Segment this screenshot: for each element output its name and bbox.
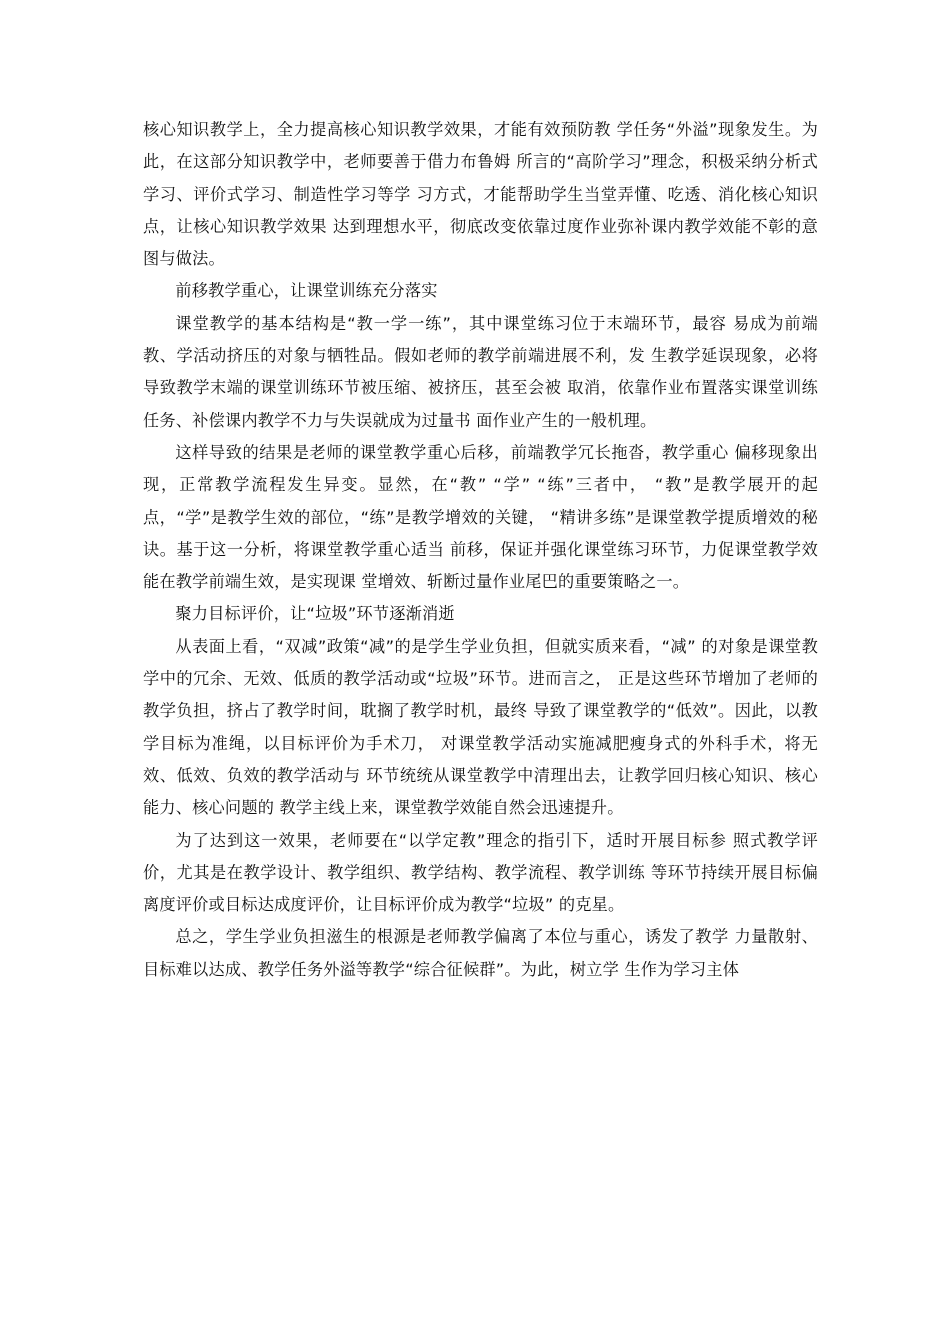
paragraph-focus-shift-result: 这样导致的结果是老师的课堂教学重心后移，前端教学冗长拖沓，教学重心 偏移现象出现，正常教学流程发生异变。显然，在“教” “学” “练”三者中， “教”是教学展开的起点，“学”是教学生效的部位，“练”是教学增效的关键， “精讲多练”是课堂教学提质增效的秘诀。基于这一分析，将课堂教学重心适当 前移，保证并强化课堂练习环节，力促课堂教学效能在教学前端生效，是实现课 堂增效、斩断过量作业尾巴的重要策略之一。 bbox=[143, 442, 818, 592]
paragraph-conclusion: 总之，学生学业负担滋生的根源是老师教学偏离了本位与重心，诱发了教学 力量散射、目标难以达成、教学任务外溢等教学“综合征候群”。为此，树立学 生作为学习主体 bbox=[143, 927, 818, 979]
paragraph-core-knowledge: 核心知识教学上，全力提高核心知识教学效果，才能有效预防教 学任务“外溢”现象发生。为此，在这部分知识教学中，老师要善于借力布鲁姆 所言的“高阶学习”理念，积极采纳分析式学习、评价式学习、制造性学习等学 习方式，才能帮助学生当堂弄懂、吃透、消化核心知识点，让核心知识教学效果 达到理想水平，彻底改变依靠过度作业弥补课内教学效能不彰的意图与做法。 bbox=[143, 120, 818, 269]
paragraph-achieve-effect: 为了达到这一效果，老师要在“以学定教”理念的指引下，适时开展目标参 照式教学评价，尤其是在教学设计、教学组织、教学结构、教学流程、教学训练 等环节持续开展目标偏离度评价或目标达成度评价，让目标评价成为教学“垃圾” 的克星。 bbox=[143, 830, 818, 915]
section-heading-target-evaluation: 聚力目标评价，让“垃圾”环节逐渐消逝 bbox=[175, 604, 455, 624]
paragraph-class-structure: 课堂教学的基本结构是“教一学一练”，其中课堂练习位于末端环节，最容 易成为前端教、学活动挤压的对象与牺牲品。假如老师的教学前端进展不利，发 生教学延误现象，必将导致教学末端的课堂训练环节被压缩、被挤压，甚至会被 取消，依靠作业布置落实课堂训练任务、补偿课内教学不力与失误就成为过量书 面作业产生的一般机理。 bbox=[143, 313, 818, 430]
paragraph-double-reduction: 从表面上看，“双减”政策“减”的是学生学业负担，但就实质来看，“减” 的对象是课堂教学中的冗余、无效、低质的教学活动或“垃圾”环节。进而言之， 正是这些环节增加了老师的教学负担，挤占了教学时间，耽搁了教学时机，最终 导致了课堂教学的“低效”。因此，以教学目标为准绳，以目标评价为手术刀， 对课堂教学活动实施减肥瘦身式的外科手术，将无效、低效、负效的教学活动与 环节统统从课堂教学中清理出去，让教学回归核心知识、核心能力、核心问题的 教学主线上来，课堂教学效能自然会迅速提升。 bbox=[143, 636, 818, 818]
section-heading-shift-focus: 前移教学重心，让课堂训练充分落实 bbox=[175, 281, 438, 301]
document-body bbox=[143, 114, 818, 986]
